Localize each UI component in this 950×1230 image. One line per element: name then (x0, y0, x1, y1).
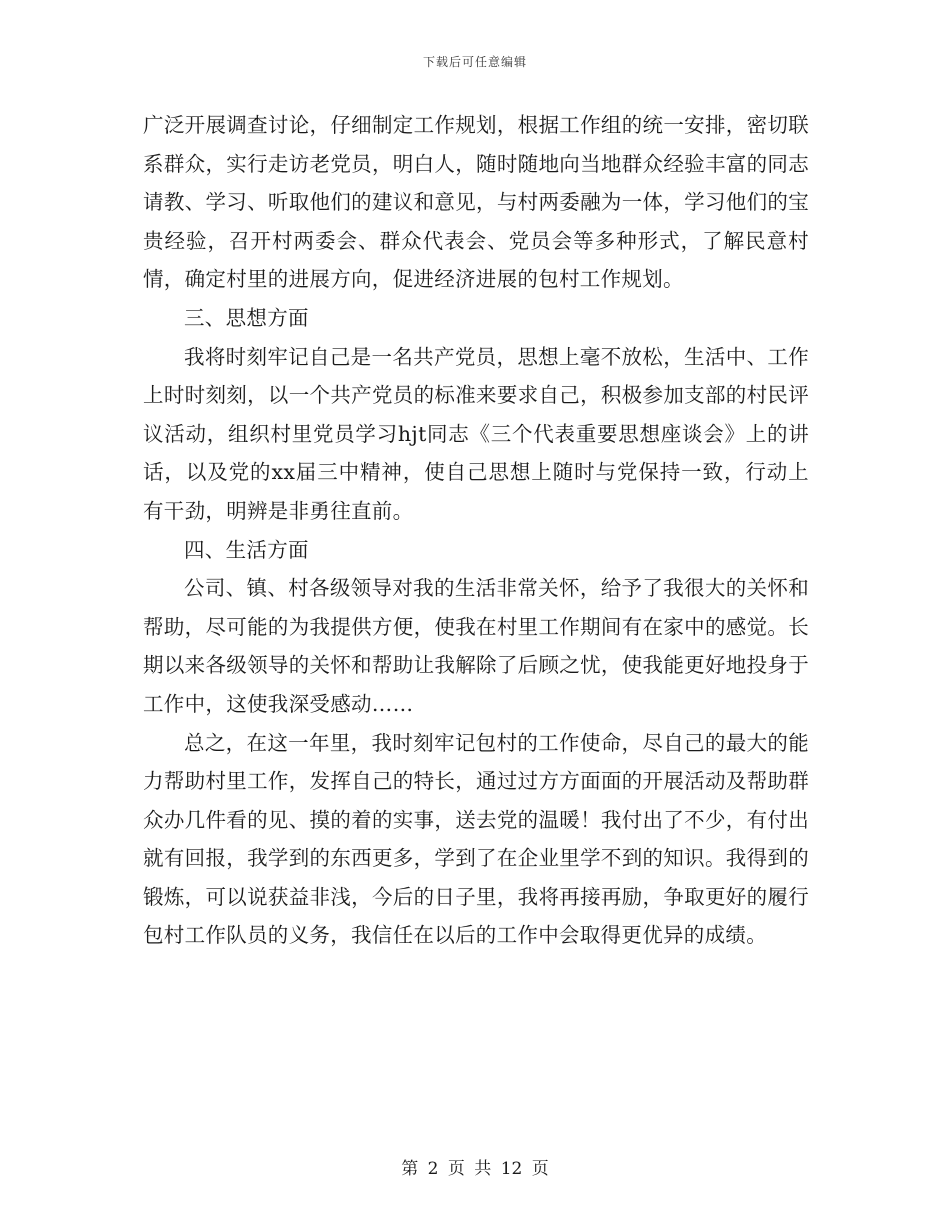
paragraph-continuation: 广泛开展调查讨论，仔细制定工作规划，根据工作组的统一安排，密切联系群众，实行走访老党员，明白人，随时随地向当地群众经验丰富的同志请教、学习、听取他们的建议和意见，与村两委融为一体，学习他们的宝贵经验，召开村两委会、群众代表会、党员会等多种形式，了解民意村情，确定村里的进展方向，促进经济进展的包村工作规划。 (143, 113, 809, 292)
page-number-footer: 第 2 页 共 12 页 (401, 1159, 549, 1179)
document-body (143, 106, 809, 955)
section-heading-thought: 三、思想方面 (184, 305, 309, 330)
paragraph-thought: 我将时刻牢记自己是一名共产党员，思想上毫不放松，生活中、工作上时时刻刻，以一个共产党员的标准来要求自己，积极参加支部的村民评议活动，组织村里党员学习hjt同志《三个代表重要思想座谈会》上的讲话，以及党的xx届三中精神，使自己思想上随时与党保持一致，行动上有干劲，明辨是非勇往直前。 (143, 344, 809, 523)
paragraph-life: 公司、镇、村各级领导对我的生活非常关怀，给予了我很大的关怀和帮助，尽可能的为我提供方便，使我在村里工作期间有在家中的感觉。长期以来各级领导的关怀和帮助让我解除了后顾之忧，使我能更好地投身于工作中，这使我深受感动…… (143, 576, 809, 716)
section-heading-life: 四、生活方面 (184, 537, 309, 562)
header-note: 下载后可任意编辑 (422, 55, 527, 69)
paragraph-summary: 总之，在这一年里，我时刻牢记包村的工作使命，尽自己的最大的能力帮助村里工作，发挥自己的特长，通过过方方面面的开展活动及帮助群众办几件看的见、摸的着的实事，送去党的温暖！我付出了不少，有付出就有回报，我学到的东西更多，学到了在企业里学不到的知识。我得到的锻炼，可以说获益非浅，今后的日子里，我将再接再励，争取更好的履行包村工作队员的义务，我信任在以后的工作中会取得更优异的成绩。 (143, 730, 809, 948)
